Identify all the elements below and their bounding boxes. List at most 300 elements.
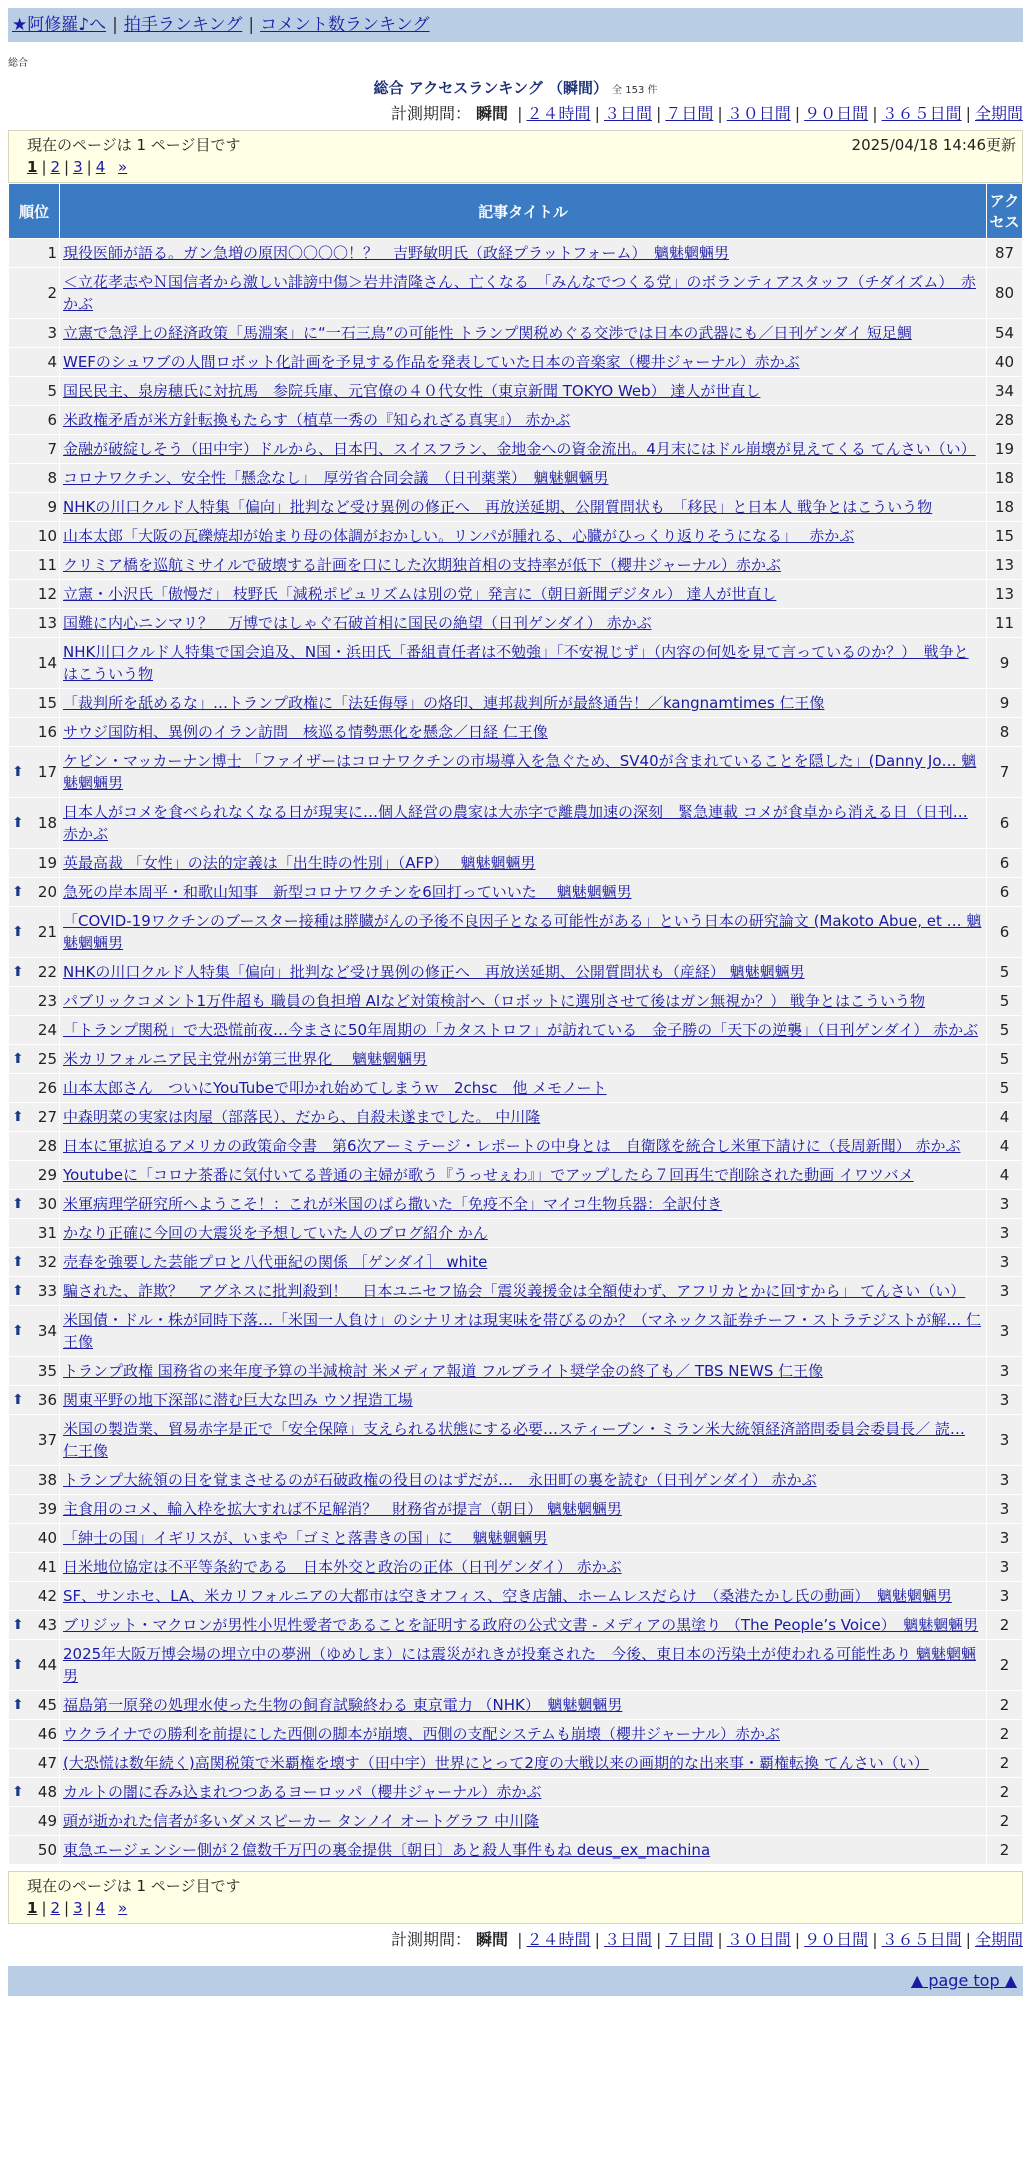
title-cell [60, 1807, 987, 1836]
rank-number: 42 [37, 1587, 57, 1605]
rank-cell [9, 435, 60, 464]
rank-number: 47 [37, 1754, 57, 1772]
rank-cell [9, 1386, 60, 1415]
table-row [9, 1720, 1023, 1749]
page-link[interactable]: 3 [73, 1899, 83, 1917]
page-link[interactable]: 4 [95, 1899, 106, 1917]
page-link[interactable]: 4 [95, 158, 106, 176]
article-link[interactable]: 2025年大阪万博会場の埋立中の夢洲（ゆめしま）には震災がれきが投棄された 今後、東日本の汚染土が使われる可能性あり 魑魅魍魎男 [63, 1645, 976, 1685]
up-arrow-icon: ⬆ [12, 1109, 24, 1125]
rank-number: 6 [47, 411, 57, 429]
article-link[interactable]: 国難に内心ニンマリ？ 万博ではしゃぐ石破首相に国民の絶望（日刊ゲンダイ） 赤かぶ [63, 614, 652, 632]
rank-cell [9, 849, 60, 878]
up-arrow-icon: ⬆ [12, 1392, 24, 1408]
access-count: 80 [987, 268, 1023, 319]
rank-cell [9, 689, 60, 718]
pager-top [8, 130, 1023, 183]
title-cell [60, 522, 987, 551]
period-option-link[interactable]: ３日間 [603, 1930, 652, 1949]
access-count: 13 [987, 580, 1023, 609]
table-row [9, 1277, 1023, 1306]
article-link[interactable]: 金融が破綻しそう（田中宇）ドルから、日本円、スイスフラン、金地金への資金流出。4月末にはドル崩壊が見えてくる てんさい（い） [63, 440, 976, 458]
period-option-link[interactable]: ３６５日間 [881, 1930, 962, 1949]
title-cell [60, 580, 987, 609]
article-link[interactable]: かなり正確に今回の大震災を予想していた人のブログ紹介 かん [63, 1224, 488, 1242]
access-count: 4 [987, 1161, 1023, 1190]
article-link[interactable]: カルトの闇に呑み込まれつつあるヨーロッパ（櫻井ジャーナル）赤かぶ [63, 1783, 542, 1801]
current-page-text: 現在のページは 1 ページ目です [27, 1877, 241, 1895]
page-link[interactable]: 2 [50, 1899, 61, 1917]
table-row [9, 1466, 1023, 1495]
title-cell [60, 1524, 987, 1553]
title-cell [60, 1640, 987, 1691]
up-arrow-icon: ⬆ [12, 815, 24, 831]
article-link[interactable]: コロナワクチン、安全性「懸念なし」 厚労省合同会議 （日刊薬業） 魑魅魍魎男 [63, 469, 609, 487]
title-cell [60, 747, 987, 798]
article-link[interactable]: 米軍病理学研究所へようこそ！：これが米国のばら撒いた「免疫不全」マイコ生物兵器：全訳付き [63, 1195, 723, 1213]
period-option-link[interactable]: ９０日間 [804, 1930, 869, 1949]
footer-bar [8, 1966, 1023, 1996]
article-link[interactable]: 米政権矛盾が米方針転換もたらす（植草一秀の『知られざる真実』） 赤かぶ [63, 411, 571, 429]
rank-cell [9, 1415, 60, 1466]
rank-number: 38 [37, 1471, 57, 1489]
access-count: 6 [987, 798, 1023, 849]
article-link[interactable]: Youtubeに「コロナ茶番に気付いてる普通の主婦が歌う『うっせぇわ』」でアップしたら７回再生で削除された動画 イワツバメ [63, 1166, 914, 1184]
period-current: 瞬間 [476, 1930, 509, 1949]
article-link[interactable]: 東急エージェンシー側が２億数千万円の裏金提供〔朝日〕あと殺人事件もね deus_ex_machina [63, 1841, 711, 1859]
article-link[interactable]: 現役医師が語る。ガン急増の原因〇〇〇〇！？ 吉野敏明氏（政経プラットフォーム） 魑魅魍魎男 [63, 244, 730, 262]
article-link[interactable]: NHKの川口クルド人特集「偏向」批判など受け異例の修正へ 再放送延期、公開質問状も 「移民」と日本人 戦争とはこういう物 [63, 498, 933, 516]
access-count: 2 [987, 1778, 1023, 1807]
title-cell [60, 1161, 987, 1190]
article-link[interactable]: 山本太郎「大阪の瓦礫焼却が始まり母の体調がおかしい。リンパが腫れる、心臓がひっくり返りそうになる」 赤かぶ [63, 527, 855, 545]
title-cell [60, 1074, 987, 1103]
period-option-link[interactable]: ３０日間 [726, 1930, 791, 1949]
table-row [9, 493, 1023, 522]
period-option-link[interactable]: ２４時間 [526, 1930, 591, 1949]
table-row [9, 406, 1023, 435]
access-count: 15 [987, 522, 1023, 551]
period-option-link[interactable]: ９０日間 [804, 104, 869, 123]
article-link[interactable]: パブリックコメント1万件超も 職員の負担増 AIなど対策検討へ（ロボットに選別させて後はガン無視か？） 戦争とはこういう物 [63, 992, 926, 1010]
article-link[interactable]: 英最高裁 「女性」の法的定義は「出生時の性別」（AFP） 魑魅魍魎男 [63, 854, 536, 872]
article-link[interactable]: 急死の岸本周平・和歌山知事 新型コロナワクチンを6回打っていいた 魑魅魍魎男 [63, 883, 632, 901]
period-label: 計測期間： [390, 1930, 471, 1949]
article-link[interactable]: 山本太郎さん ついにYouTubeで叩かれ始めてしまうｗ 2chsc 他 メモノート [63, 1079, 607, 1097]
rank-number: 21 [37, 923, 57, 941]
table-row [9, 348, 1023, 377]
rank-cell [9, 406, 60, 435]
article-link[interactable]: 米カリフォルニア民主党州が第三世界化 魑魅魍魎男 [63, 1050, 428, 1068]
rank-cell [9, 1248, 60, 1277]
rank-cell [9, 987, 60, 1016]
article-link[interactable]: 日米地位協定は不平等条約である 日本外交と政治の正体（日刊ゲンダイ） 赤かぶ [63, 1558, 622, 1576]
access-count: 3 [987, 1524, 1023, 1553]
rank-cell [9, 377, 60, 406]
rank-cell [9, 878, 60, 907]
period-options: | ２４時間 | ３日間 | ７日間 | ３０日間 | ９０日間 | ３６５日間 | 全期間 [517, 104, 1023, 123]
next-page-link[interactable]: » [118, 158, 128, 176]
title-cell [60, 377, 987, 406]
table-row [9, 1132, 1023, 1161]
title-cell [60, 1466, 987, 1495]
article-link[interactable]: 「トランプ関税」で大恐慌前夜…今まさに50年周期の「カタストロフ」が訪れている 金子勝の「天下の逆襲」（日刊ゲンダイ） 赤かぶ [63, 1021, 979, 1039]
access-count: 3 [987, 1190, 1023, 1219]
title-cell [60, 689, 987, 718]
table-row [9, 1306, 1023, 1357]
table-row [9, 377, 1023, 406]
up-arrow-icon: ⬆ [12, 1697, 24, 1713]
period-option-link[interactable]: 全期間 [974, 104, 1023, 123]
rank-cell [9, 1524, 60, 1553]
article-link[interactable]: 売春を強要した芸能プロと八代亜紀の関係 ［ゲンダイ］ white [63, 1253, 488, 1271]
title-cell [60, 638, 987, 689]
title-cell [60, 987, 987, 1016]
table-row [9, 1161, 1023, 1190]
table-row [9, 609, 1023, 638]
article-link[interactable]: ケビン・マッカーナン博士 「ファイザーはコロナワクチンの市場導入を急ぐため、SV40が含まれていることを隠した」(Danny Jo… 魑魅魍魎男 [63, 752, 977, 792]
title-cell [60, 1306, 987, 1357]
rank-cell [9, 1132, 60, 1161]
access-count: 9 [987, 689, 1023, 718]
article-link[interactable]: 立憲で急浮上の経済政策「馬淵案」に“一石三鳥”の可能性 トランプ関税めぐる交渉では日本の武器にも／日刊ゲンダイ 短足鯛 [63, 324, 912, 342]
access-count: 3 [987, 1219, 1023, 1248]
page-top-link[interactable]: ▲ page top ▲ [910, 1971, 1017, 1990]
title-cell [60, 1749, 987, 1778]
ranking-table [8, 183, 1023, 1865]
rank-number: 29 [37, 1166, 57, 1184]
rank-cell [9, 747, 60, 798]
rank-number: 32 [37, 1253, 57, 1271]
article-link[interactable]: サウジ国防相、異例のイラン訪問 核巡る情勢悪化を懸念／日経 仁王像 [63, 723, 548, 741]
table-row [9, 718, 1023, 747]
article-link[interactable]: WEFのシュワブの人間ロボット化計画を予見する作品を発表していた日本の音楽家（櫻井ジャーナル）赤かぶ [63, 353, 800, 371]
up-arrow-icon: ⬆ [12, 1617, 24, 1633]
article-link[interactable]: 米国の製造業、貿易赤字是正で「安全保障」支えられる状態にする必要…スティーブン・ミラン米大統領経済諮問委員会委員長／ 読… 仁王像 [63, 1420, 965, 1460]
table-row [9, 1749, 1023, 1778]
rank-cell [9, 1357, 60, 1386]
period-option-link[interactable]: ３６５日間 [881, 104, 962, 123]
rank-cell [9, 1640, 60, 1691]
title-cell [60, 958, 987, 987]
access-count: 3 [987, 1495, 1023, 1524]
rank-cell [9, 1161, 60, 1190]
clap-ranking-link[interactable]: 拍手ランキング [123, 15, 243, 35]
rank-cell [9, 1836, 60, 1865]
rank-number: 22 [37, 963, 57, 981]
rank-cell [9, 1553, 60, 1582]
rank-cell [9, 958, 60, 987]
title-cell [60, 348, 987, 377]
title-cell [60, 1691, 987, 1720]
table-row [9, 1611, 1023, 1640]
period-current: 瞬間 [476, 104, 509, 123]
table-row [9, 849, 1023, 878]
title-cell [60, 1357, 987, 1386]
rank-cell [9, 239, 60, 268]
title-cell [60, 609, 987, 638]
rank-number: 30 [37, 1195, 57, 1213]
access-count: 13 [987, 551, 1023, 580]
rank-number: 45 [37, 1696, 57, 1714]
rank-number: 8 [47, 469, 57, 487]
rank-cell [9, 348, 60, 377]
access-count: 6 [987, 907, 1023, 958]
rank-number: 36 [37, 1391, 57, 1409]
up-arrow-icon: ⬆ [12, 964, 24, 980]
article-link[interactable]: 国民民主、泉房穂氏に対抗馬 参院兵庫、元官僚の４０代女性（東京新聞 TOKYO Web） 達人が世直し [63, 382, 761, 400]
access-count: 18 [987, 493, 1023, 522]
access-count: 19 [987, 435, 1023, 464]
article-link[interactable]: 日本に軍拡迫るアメリカの政策命令書 第6次アーミテージ・レポートの中身とは 自衛隊を統合し米軍下請けに（長周新聞） 赤かぶ [63, 1137, 961, 1155]
table-row [9, 1219, 1023, 1248]
title-cell [60, 1415, 987, 1466]
rank-cell [9, 493, 60, 522]
article-link[interactable]: ＜立花孝志やＮ国信者から激しい誹謗中傷＞岩井清隆さん、亡くなる 「みんなでつくる党」のボランティアスタッフ（チダイズム） 赤かぶ [63, 273, 976, 313]
access-count: 5 [987, 1016, 1023, 1045]
ranking-title: 総合 アクセスランキング （瞬間） [373, 79, 609, 97]
article-link[interactable]: 頭が逝かれた信者が多いダメスピーカー タンノイ オートグラフ 中川隆 [63, 1812, 540, 1830]
period-option-link[interactable]: ３日間 [603, 104, 652, 123]
access-count: 18 [987, 464, 1023, 493]
page-link[interactable]: 2 [50, 158, 61, 176]
table-row [9, 1836, 1023, 1865]
table-row [9, 1074, 1023, 1103]
title-cell [60, 1277, 987, 1306]
rank-cell [9, 718, 60, 747]
title-cell [60, 464, 987, 493]
title-cell [60, 1553, 987, 1582]
access-count: 5 [987, 958, 1023, 987]
rank-number: 33 [37, 1282, 57, 1300]
rank-number: 1 [47, 244, 57, 262]
rank-number: 44 [37, 1656, 57, 1674]
rank-number: 37 [37, 1431, 57, 1449]
table-row [9, 747, 1023, 798]
rank-cell [9, 1691, 60, 1720]
title-cell [60, 1386, 987, 1415]
scope-label: 総合 [8, 58, 28, 69]
rank-number: 35 [37, 1362, 57, 1380]
title-cell [60, 907, 987, 958]
access-count: 3 [987, 1415, 1023, 1466]
article-link[interactable]: トランプ政権 国務省の来年度予算の半減検討 米メディア報道 フルブライト奨学金の終了も／ TBS NEWS 仁王像 [63, 1362, 824, 1380]
title-header: 記事タイトル [60, 184, 987, 239]
rank-cell [9, 580, 60, 609]
table-row [9, 1357, 1023, 1386]
article-link[interactable]: SF、サンホセ、LA、米カリフォルニアの大都市は空きオフィス、空き店舗、ホームレスだらけ （桑港たかし氏の動画） 魑魅魍魎男 [63, 1587, 952, 1605]
rank-cell [9, 1045, 60, 1074]
access-count: 3 [987, 1357, 1023, 1386]
title-cell [60, 493, 987, 522]
comment-ranking-link[interactable]: コメント数ランキング [260, 15, 430, 35]
rank-number: 23 [37, 992, 57, 1010]
rank-number: 20 [37, 883, 57, 901]
access-count: 3 [987, 1582, 1023, 1611]
title-cell [60, 551, 987, 580]
rank-number: 13 [37, 614, 57, 632]
title-cell [60, 1219, 987, 1248]
access-count: 87 [987, 239, 1023, 268]
up-arrow-icon: ⬆ [12, 1323, 24, 1339]
table-row [9, 1524, 1023, 1553]
article-link[interactable]: 立憲・小沢氏「傲慢だ」 枝野氏「減税ポピュリズムは別の党」発言に（朝日新聞デジタル） 達人が世直し [63, 585, 777, 603]
period-option-link[interactable]: ２４時間 [526, 104, 591, 123]
rank-number: 25 [37, 1050, 57, 1068]
table-row [9, 239, 1023, 268]
period-selector-bottom [8, 1930, 1023, 1950]
next-page-link[interactable]: » [118, 1899, 128, 1917]
period-option-link[interactable]: ７日間 [665, 104, 714, 123]
access-count: 2 [987, 1720, 1023, 1749]
rank-cell [9, 1749, 60, 1778]
article-link[interactable]: 主食用のコメ、輸入枠を拡大すれば不足解消？ 財務省が提言（朝日） 魑魅魍魎男 [63, 1500, 622, 1518]
article-link[interactable]: 「裁判所を舐めるな」…トランプ政権に「法廷侮辱」の烙印、連邦裁判所が最終通告！／kangnamtimes 仁王像 [63, 694, 825, 712]
table-row [9, 638, 1023, 689]
period-options: | ２４時間 | ３日間 | ７日間 | ３０日間 | ９０日間 | ３６５日間 | 全期間 [517, 1930, 1023, 1949]
rank-number: 12 [37, 585, 57, 603]
access-header: アクセス [987, 184, 1023, 239]
article-link[interactable]: (大恐慌は数年続く)高関税策で米覇権を壊す（田中宇）世界にとって2度の大戦以来の画期的な出来事・覇権転換 てんさい（い） [63, 1754, 929, 1772]
table-row [9, 878, 1023, 907]
title-cell [60, 319, 987, 348]
up-arrow-icon: ⬆ [12, 1283, 24, 1299]
article-link[interactable]: 米国債・ドル・株が同時下落…「米国一人負け」のシナリオは現実味を帯びるのか？（マネックス証券チーフ・ストラテジストが解… 仁王像 [63, 1311, 981, 1351]
table-row [9, 268, 1023, 319]
access-count: 3 [987, 1277, 1023, 1306]
top-nav-bar: ★阿修羅♪へ | 拍手ランキング | コメント数ランキング [8, 8, 1023, 42]
rank-cell [9, 551, 60, 580]
rank-cell [9, 1720, 60, 1749]
rank-cell [9, 319, 60, 348]
access-count: 2 [987, 1640, 1023, 1691]
up-arrow-icon: ⬆ [12, 1254, 24, 1270]
up-arrow-icon: ⬆ [12, 1196, 24, 1212]
rank-cell [9, 1103, 60, 1132]
article-link[interactable]: 関東平野の地下深部に潜む巨大な凹み ウソ捏造工場 [63, 1391, 413, 1409]
home-link[interactable]: ★阿修羅♪へ [12, 15, 107, 35]
title-cell [60, 1045, 987, 1074]
title-cell [60, 1611, 987, 1640]
rank-number: 24 [37, 1021, 57, 1039]
table-row [9, 1045, 1023, 1074]
rank-number: 16 [37, 723, 57, 741]
rank-number: 4 [47, 353, 57, 371]
access-count: 34 [987, 377, 1023, 406]
article-link[interactable]: 福島第一原発の処理水使った生物の飼育試験終わる 東京電力 （NHK） 魑魅魍魎男 [63, 1696, 623, 1714]
article-link[interactable]: NHK川口クルド人特集で国会追及、N国・浜田氏「番組責任者は不勉強」「不安視じず」（内容の何処を見て言っているのか？） 戦争とはこういう物 [63, 643, 969, 683]
table-row [9, 987, 1023, 1016]
rank-number: 2 [47, 284, 57, 302]
article-link[interactable]: 「紳士の国」イギリスが、いまや「ゴミと落書きの国」に 魑魅魍魎男 [63, 1529, 548, 1547]
access-count: 2 [987, 1611, 1023, 1640]
access-count: 5 [987, 1074, 1023, 1103]
access-count: 3 [987, 1466, 1023, 1495]
total-count: 全 153 件 [612, 85, 658, 96]
title-cell [60, 1190, 987, 1219]
rank-cell [9, 638, 60, 689]
page-link[interactable]: 3 [73, 158, 83, 176]
table-row [9, 1691, 1023, 1720]
table-row [9, 798, 1023, 849]
article-link[interactable]: 「COVID-19ワクチンのブースター接種は膵臓がんの予後不良因子となる可能性がある」という日本の研究論文 (Makoto Abue, et … 魑魅魍魎男 [63, 912, 982, 952]
rank-number: 39 [37, 1500, 57, 1518]
title-cell [60, 1248, 987, 1277]
access-count: 2 [987, 1807, 1023, 1836]
rank-number: 11 [37, 556, 57, 574]
access-count: 2 [987, 1691, 1023, 1720]
access-count: 5 [987, 1045, 1023, 1074]
rank-number: 48 [37, 1783, 57, 1801]
table-row [9, 1190, 1023, 1219]
rank-number: 27 [37, 1108, 57, 1126]
rank-number: 3 [47, 324, 57, 342]
rank-cell [9, 1778, 60, 1807]
up-arrow-icon: ⬆ [12, 1051, 24, 1067]
rank-cell [9, 798, 60, 849]
rank-number: 18 [37, 814, 57, 832]
rank-cell [9, 1582, 60, 1611]
period-option-link[interactable]: ７日間 [665, 1930, 714, 1949]
title-cell [60, 1495, 987, 1524]
access-count: 11 [987, 609, 1023, 638]
access-count: 2 [987, 1749, 1023, 1778]
rank-cell [9, 1016, 60, 1045]
up-arrow-icon: ⬆ [12, 1657, 24, 1673]
period-option-link[interactable]: 全期間 [974, 1930, 1023, 1949]
rank-cell [9, 522, 60, 551]
rank-cell [9, 1807, 60, 1836]
current-page-number: 1 [27, 158, 38, 176]
table-row [9, 522, 1023, 551]
rank-cell [9, 1219, 60, 1248]
rank-number: 40 [37, 1529, 57, 1547]
table-row [9, 1016, 1023, 1045]
article-link[interactable]: トランプ大統領の目を覚まさせるのが石破政権の役目のはずだが… 永田町の裏を読む（日刊ゲンダイ） 赤かぶ [63, 1471, 817, 1489]
rank-cell [9, 1190, 60, 1219]
page-links: 1 | 2 | 3 | 4 » [27, 1899, 128, 1917]
article-link[interactable]: 騙された、詐欺？ アグネスに批判殺到！ 日本ユニセフ協会「震災義援金は全額使わず、アフリカとかに回すから」 てんさい（い） [63, 1282, 966, 1300]
rank-number: 19 [37, 854, 57, 872]
rank-number: 34 [37, 1322, 57, 1340]
article-link[interactable]: ウクライナでの勝利を前提にした西側の脚本が崩壊、西側の支配システムも崩壊（櫻井ジャーナル）赤かぶ [63, 1725, 781, 1743]
title-cell [60, 1016, 987, 1045]
article-link[interactable]: 中森明菜の実家は肉屋（部落民）、だから、自殺未遂までした。 中川隆 [63, 1108, 541, 1126]
up-arrow-icon: ⬆ [12, 764, 24, 780]
table-row [9, 907, 1023, 958]
title-cell [60, 435, 987, 464]
article-link[interactable]: 日本人がコメを食べられなくなる日が現実に…個人経営の農家は大赤字で離農加速の深刻 緊急連載 コメが食卓から消える日（日刊… 赤かぶ [63, 803, 968, 843]
article-link[interactable]: クリミア橋を巡航ミサイルで破壊する計画を口にした次期独首相の支持率が低下（櫻井ジャーナル）赤かぶ [63, 556, 781, 574]
table-row [9, 319, 1023, 348]
rank-cell [9, 1306, 60, 1357]
article-link[interactable]: ブリジット・マクロンが男性小児性愛者であることを証明する政府の公式文書 - メディアの黒塗り （The People’s Voice） 魑魅魍魎男 [63, 1616, 979, 1634]
access-count: 4 [987, 1103, 1023, 1132]
rank-number: 5 [47, 382, 57, 400]
access-count: 5 [987, 987, 1023, 1016]
current-page-text: 現在のページは 1 ページ目です [27, 136, 241, 154]
period-option-link[interactable]: ３０日間 [726, 104, 791, 123]
table-row [9, 1495, 1023, 1524]
article-link[interactable]: NHKの川口クルド人特集「偏向」批判など受け異例の修正へ 再放送延期、公開質問状も（産経） 魑魅魍魎男 [63, 963, 805, 981]
access-count: 9 [987, 638, 1023, 689]
rank-header: 順位 [9, 184, 60, 239]
access-count: 3 [987, 1386, 1023, 1415]
table-row [9, 689, 1023, 718]
rank-cell [9, 1611, 60, 1640]
table-row [9, 435, 1023, 464]
table-row [9, 1807, 1023, 1836]
